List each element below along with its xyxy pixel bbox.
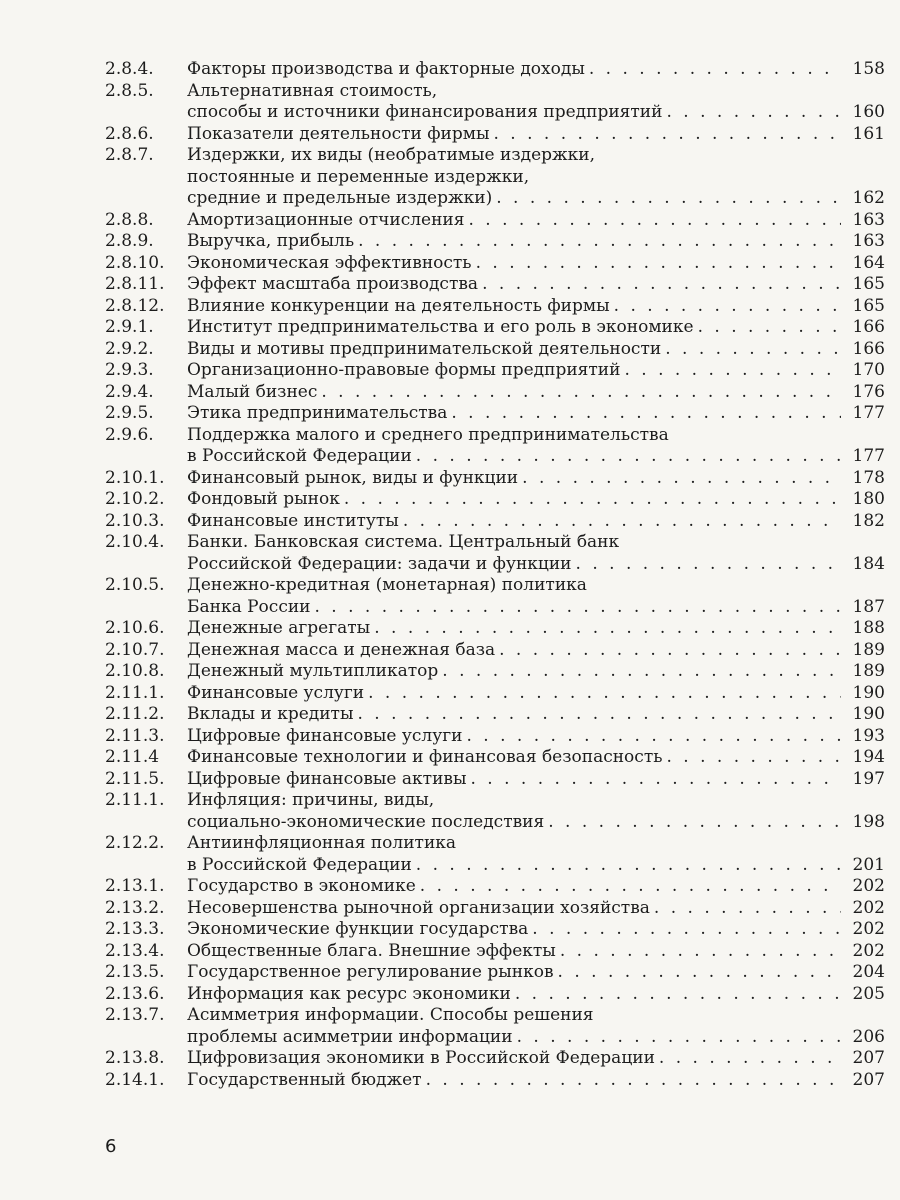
toc-entry-title-line: Денежная масса и денежная база: [187, 639, 496, 660]
toc-entry-page: 165: [852, 295, 885, 316]
dot-leader: [515, 984, 841, 1006]
toc-entry-body: [187, 81, 885, 124]
toc-entry-last-line: [187, 382, 885, 404]
toc-entry-last-line: [187, 210, 885, 232]
dot-leader: [624, 360, 841, 382]
toc-entry-number: 2.9.2.: [105, 338, 154, 359]
toc-entry-last-line: [187, 1027, 885, 1049]
toc-entry-number: 2.13.1.: [105, 876, 165, 896]
dot-leader: [420, 876, 841, 898]
toc-entry-body: [187, 489, 885, 511]
toc-entry-page: 184: [852, 553, 885, 574]
toc-entry: [105, 59, 885, 81]
toc-entry-title-line: Влияние конкуренции на деятельность фирмы: [187, 295, 610, 316]
toc-entry-title-line: Организационно-правовые формы предприятий: [187, 360, 621, 380]
toc-entry-number: 2.10.5.: [105, 575, 165, 595]
toc-entry-title-line: в Российской Федерации: [187, 854, 412, 875]
toc-entry-title-line: постоянные и переменные издержки,: [187, 166, 530, 187]
toc-entry-number: 2.10.8.: [105, 661, 165, 681]
toc-entry-number: 2.10.3.: [105, 510, 165, 531]
toc-entry-last-line: [187, 812, 885, 834]
toc-entry-number: 2.13.5.: [105, 962, 165, 982]
dot-leader: [517, 1027, 841, 1049]
toc-entry-last-line: [187, 919, 885, 941]
toc-entry: [105, 618, 885, 640]
toc-entry-title-line: Финансовые услуги: [187, 682, 365, 703]
toc-entry-number: 2.12.2.: [105, 833, 165, 853]
dot-leader: [522, 468, 841, 490]
toc-entry-title-line: Государственный бюджет: [187, 1069, 422, 1090]
toc-entry-last-line: [187, 640, 885, 662]
dot-leader: [558, 962, 841, 984]
toc-entry-number: 2.9.3.: [105, 360, 154, 380]
toc-entry-page: 189: [852, 639, 885, 660]
toc-entry-title-line: Институт предпринимательства и его роль в экономике: [187, 317, 694, 337]
toc-entry: [105, 941, 885, 963]
toc-entry-title-line: Инфляция: причины, виды,: [187, 790, 435, 810]
toc-entry-title-line: Российской Федерации: задачи и функции: [187, 553, 572, 574]
toc-entry-last-line: [187, 511, 885, 533]
toc-entry-body: [187, 145, 885, 210]
toc-entry-page: 164: [852, 252, 885, 273]
toc-entry-title-line: Антиинфляционная политика: [187, 833, 457, 853]
toc-entry-last-line: [187, 1070, 885, 1092]
toc-entry-body: [187, 511, 885, 533]
toc-entry-body: [187, 575, 885, 618]
toc-entry-page: 188: [852, 618, 885, 638]
toc-entry-number: 2.13.8.: [105, 1048, 165, 1068]
toc-entry-body: [187, 317, 885, 339]
toc-entry-last-line: [187, 296, 885, 318]
toc-entry-body: [187, 1005, 885, 1048]
toc-entry-body: [187, 898, 885, 920]
toc-entry-page: 207: [852, 1048, 885, 1068]
toc-entry-number: 2.9.1.: [105, 317, 154, 337]
toc-entry-page: 163: [852, 209, 885, 230]
toc-entry-page: 161: [852, 123, 885, 144]
toc-entry: [105, 1048, 885, 1070]
toc-entry-last-line: [187, 188, 885, 210]
toc-entry-body: [187, 747, 885, 769]
dot-leader: [659, 1048, 841, 1070]
toc-entry-number: 2.9.6.: [105, 424, 154, 445]
toc-entry: [105, 640, 885, 662]
toc-entry-number: 2.10.7.: [105, 639, 165, 660]
dot-leader: [698, 317, 841, 339]
toc-entry-page: 207: [852, 1069, 885, 1090]
toc-entry-number: 2.8.11.: [105, 274, 165, 294]
dot-leader: [654, 898, 841, 920]
toc-entry-page: 198: [852, 811, 885, 832]
toc-entry-title-line: Банка России: [187, 596, 311, 617]
toc-entry-title-line: Банки. Банковская система. Центральный банк: [187, 532, 620, 552]
toc-entry-number: 2.10.2.: [105, 489, 165, 509]
toc-entry: [105, 382, 885, 404]
toc-entry-page: 163: [852, 231, 885, 251]
toc-entry: [105, 898, 885, 920]
toc-entry-title-line: Издержки, их виды (необратимые издержки,: [187, 145, 596, 165]
toc-entry-title-line: Финансовые институты: [187, 510, 399, 531]
toc-entry-number: 2.8.9.: [105, 231, 154, 251]
toc-entry-body: [187, 683, 885, 705]
toc-entry-page: 187: [852, 596, 885, 617]
toc-entry-last-line: [187, 618, 885, 640]
toc-entry-last-line: [187, 554, 885, 576]
dot-leader: [576, 554, 841, 576]
toc-entry-body: [187, 769, 885, 791]
toc-entry-body: [187, 210, 885, 232]
dot-leader: [499, 640, 841, 662]
dot-leader: [666, 747, 841, 769]
toc-entry-page: 189: [852, 661, 885, 681]
toc-entry-last-line: [187, 59, 885, 81]
toc-entry-page: 180: [852, 489, 885, 509]
toc-entry-page: 166: [852, 338, 885, 359]
toc-entry: [105, 210, 885, 232]
toc-entry-body: [187, 704, 885, 726]
toc-entry: [105, 124, 885, 146]
page-number: 6: [105, 1136, 117, 1157]
toc-entry-body: [187, 124, 885, 146]
toc-entry-body: [187, 941, 885, 963]
toc-entry-title-line: Экономическая эффективность: [187, 252, 472, 273]
toc-entry-number: 2.13.4.: [105, 940, 165, 961]
toc-entry-body: [187, 876, 885, 898]
toc-entry-title-line: Государство в экономике: [187, 876, 416, 896]
dot-leader: [666, 102, 841, 124]
toc-entry-last-line: [187, 941, 885, 963]
toc-entry-last-line: [187, 468, 885, 490]
dot-leader: [466, 726, 841, 748]
toc-entry-title-line: Факторы производства и факторные доходы: [187, 59, 585, 79]
toc-entry-last-line: [187, 747, 885, 769]
toc-entry-number: 2.11.3.: [105, 725, 165, 746]
toc-entry-last-line: [187, 898, 885, 920]
toc-entry-body: [187, 618, 885, 640]
toc-entry: [105, 403, 885, 425]
toc-entry-body: [187, 1048, 885, 1070]
toc-entry-title-line: проблемы асимметрии информации: [187, 1026, 513, 1047]
dot-leader: [532, 919, 841, 941]
toc-entry-title-line: социально-экономические последствия: [187, 811, 545, 832]
toc-entry-page: 193: [852, 725, 885, 746]
toc-entry-number: 2.10.4.: [105, 532, 165, 552]
toc-entry: [105, 360, 885, 382]
toc-entry-title-line: в Российской Федерации: [187, 446, 412, 466]
toc-entry-title-line: Эффект масштаба производства: [187, 274, 479, 294]
toc-entry-page: 182: [852, 510, 885, 531]
toc-entry-number: 2.8.5.: [105, 80, 154, 101]
toc-entry-body: [187, 919, 885, 941]
toc-entry: [105, 339, 885, 361]
toc-entry-page: 177: [852, 403, 885, 423]
toc-entry: [105, 790, 885, 833]
toc-entry-number: 2.13.7.: [105, 1005, 165, 1025]
toc-entry-last-line: [187, 339, 885, 361]
toc-entry-page: 201: [852, 854, 885, 875]
toc-entry-body: [187, 231, 885, 253]
toc-entry-last-line: [187, 231, 885, 253]
toc-entry-page: 162: [852, 188, 885, 208]
toc-entry: [105, 962, 885, 984]
toc-entry-number: 2.9.4.: [105, 381, 154, 402]
toc-entry: [105, 575, 885, 618]
toc-entry-page: 158: [852, 59, 885, 79]
toc-entry-page: 160: [852, 102, 885, 122]
toc-entry: [105, 661, 885, 683]
dot-leader: [358, 231, 841, 253]
toc-entry-title-line: средние и предельные издержки): [187, 188, 493, 208]
toc-entry-body: [187, 833, 885, 876]
toc-entry-title-line: Финансовый рынок, виды и функции: [187, 467, 519, 488]
toc-entry: [105, 704, 885, 726]
toc-entry-last-line: [187, 769, 885, 791]
toc-entry-title-line: Денежный мультипликатор: [187, 661, 439, 681]
toc-entry-body: [187, 59, 885, 81]
toc-entry-title-line: Общественные блага. Внешние эффекты: [187, 940, 556, 961]
toc-entry-last-line: [187, 317, 885, 339]
toc-entry-title-line: Денежные агрегаты: [187, 618, 371, 638]
toc-entry-number: 2.14.1.: [105, 1069, 165, 1090]
toc-entry-page: 197: [852, 768, 885, 789]
toc-entry-title-line: Показатели деятельности фирмы: [187, 123, 490, 144]
toc-entry-number: 2.8.6.: [105, 123, 154, 144]
dot-leader: [614, 296, 841, 318]
dot-leader: [374, 618, 841, 640]
toc-entry-number: 2.10.6.: [105, 618, 165, 638]
dot-leader: [321, 382, 841, 404]
toc-entry-body: [187, 274, 885, 296]
toc-entry-number: 2.13.3.: [105, 919, 165, 939]
toc-entry: [105, 253, 885, 275]
dot-leader: [482, 274, 841, 296]
toc-entry-body: [187, 726, 885, 748]
dot-leader: [442, 661, 841, 683]
toc-entry: [105, 489, 885, 511]
toc-entry-title-line: Виды и мотивы предпринимательской деятельности: [187, 338, 662, 359]
dot-leader: [560, 941, 841, 963]
toc-entry-body: [187, 360, 885, 382]
toc-entry: [105, 511, 885, 533]
toc-entry-body: [187, 532, 885, 575]
toc-entry-last-line: [187, 683, 885, 705]
toc-entry-number: 2.8.10.: [105, 252, 165, 273]
toc-entry-last-line: [187, 102, 885, 124]
toc-entry-title-line: Амортизационные отчисления: [187, 209, 465, 230]
toc-entry-title-line: Малый бизнес: [187, 381, 318, 402]
toc-entry: [105, 231, 885, 253]
toc-entry-page: 178: [852, 467, 885, 488]
toc-entry-number: 2.13.2.: [105, 897, 165, 918]
toc-entry-title-line: Информация как ресурс экономики: [187, 983, 511, 1004]
toc-entry: [105, 984, 885, 1006]
toc-entry-title-line: Денежно-кредитная (монетарная) политика: [187, 575, 587, 595]
toc-entry-body: [187, 296, 885, 318]
toc-entry-title-line: Экономические функции государства: [187, 919, 529, 939]
toc-entry-page: 202: [852, 919, 885, 939]
toc-entry-page: 202: [852, 897, 885, 918]
toc-entry-number: 2.11.1.: [105, 790, 165, 810]
dot-leader: [548, 812, 841, 834]
toc-entry-body: [187, 962, 885, 984]
toc-entry-title-line: Цифровизация экономики в Российской Федерации: [187, 1048, 655, 1068]
toc-entry-body: [187, 661, 885, 683]
toc-entry-number: 2.8.8.: [105, 209, 154, 230]
toc-entry-last-line: [187, 274, 885, 296]
toc-entry: [105, 532, 885, 575]
toc-entry-last-line: [187, 855, 885, 877]
toc-entry-title-line: Несовершенства рыночной организации хозяйства: [187, 897, 650, 918]
toc-entry-page: 190: [852, 682, 885, 703]
toc-entry-body: [187, 253, 885, 275]
dot-leader: [416, 855, 841, 877]
dot-leader: [344, 489, 841, 511]
toc-entry-last-line: [187, 446, 885, 468]
toc-entry-title-line: Фондовый рынок: [187, 489, 340, 509]
toc-entry-last-line: [187, 597, 885, 619]
dot-leader: [416, 446, 841, 468]
toc-entry-page: 177: [852, 446, 885, 466]
toc-entry: [105, 683, 885, 705]
dot-leader: [315, 597, 842, 619]
toc-entry-number: 2.11.1.: [105, 682, 165, 703]
toc-entry-page: 202: [852, 940, 885, 961]
toc-entry-last-line: [187, 726, 885, 748]
toc-entry-title-line: Государственное регулирование рынков: [187, 962, 554, 982]
toc-entry: [105, 145, 885, 210]
toc-entry-body: [187, 984, 885, 1006]
toc-entry-last-line: [187, 489, 885, 511]
toc-entry-body: [187, 640, 885, 662]
toc-entry: [105, 876, 885, 898]
toc-entry: [105, 1070, 885, 1092]
toc-entry-title-line: Асимметрия информации. Способы решения: [187, 1005, 594, 1025]
toc-entry-body: [187, 339, 885, 361]
toc-entry-page: 204: [852, 962, 885, 982]
toc-entry-page: 176: [852, 381, 885, 402]
dot-leader: [471, 769, 842, 791]
toc-entry-title-line: Цифровые финансовые активы: [187, 768, 467, 789]
toc-entry-title-line: Альтернативная стоимость,: [187, 80, 438, 101]
toc-entry: [105, 747, 885, 769]
toc-entry: [105, 769, 885, 791]
toc-entry-number: 2.11.2.: [105, 704, 165, 724]
dot-leader: [403, 511, 841, 533]
toc-entry: [105, 274, 885, 296]
dot-leader: [469, 210, 842, 232]
toc-entry-last-line: [187, 704, 885, 726]
dot-leader: [496, 188, 841, 210]
dot-leader: [368, 683, 841, 705]
toc-entry-page: 190: [852, 704, 885, 724]
toc-entry-last-line: [187, 360, 885, 382]
toc-entry: [105, 425, 885, 468]
toc-entry-number: 2.8.7.: [105, 145, 154, 165]
toc-entry-page: 202: [852, 876, 885, 896]
toc-entry-number: 2.11.4: [105, 747, 160, 767]
toc-entry-title-line: способы и источники финансирования предприятий: [187, 102, 663, 122]
toc-entry-page: 166: [852, 317, 885, 337]
toc-entry-last-line: [187, 984, 885, 1006]
toc-entry-last-line: [187, 124, 885, 146]
toc-entry-number: 2.11.5.: [105, 768, 165, 789]
toc-entry-body: [187, 382, 885, 404]
toc-entry-page: 194: [852, 747, 885, 767]
toc-entry-last-line: [187, 876, 885, 898]
toc-entry-number: 2.9.5.: [105, 403, 154, 423]
toc-entry-title-line: Поддержка малого и среднего предпринимательства: [187, 424, 669, 445]
toc-entry-body: [187, 790, 885, 833]
toc-entry: [105, 468, 885, 490]
toc-entry: [105, 296, 885, 318]
dot-leader: [358, 704, 842, 726]
table-of-contents: [105, 59, 885, 1091]
toc-entry: [105, 81, 885, 124]
toc-entry: [105, 317, 885, 339]
dot-leader: [665, 339, 841, 361]
toc-entry-page: 170: [852, 360, 885, 380]
toc-entry-title-line: Финансовые технологии и финансовая безопасность: [187, 747, 663, 767]
toc-entry-number: 2.8.4.: [105, 59, 154, 79]
toc-entry-last-line: [187, 661, 885, 683]
toc-entry-page: 206: [852, 1026, 885, 1047]
toc-entry: [105, 833, 885, 876]
toc-entry-number: 2.10.1.: [105, 467, 165, 488]
toc-entry-title-line: Этика предпринимательства: [187, 403, 448, 423]
toc-entry-title-line: Выручка, прибыль: [187, 231, 355, 251]
toc-entry-body: [187, 468, 885, 490]
toc-entry-page: 205: [852, 983, 885, 1004]
dot-leader: [476, 253, 841, 275]
toc-entry-body: [187, 1070, 885, 1092]
toc-entry-body: [187, 425, 885, 468]
toc-entry: [105, 919, 885, 941]
toc-entry: [105, 1005, 885, 1048]
toc-entry-body: [187, 403, 885, 425]
toc-entry-page: 165: [852, 274, 885, 294]
toc-entry-last-line: [187, 403, 885, 425]
toc-entry-title-line: Цифровые финансовые услуги: [187, 725, 463, 746]
toc-entry: [105, 726, 885, 748]
toc-entry-last-line: [187, 962, 885, 984]
toc-entry-last-line: [187, 253, 885, 275]
dot-leader: [451, 403, 841, 425]
toc-entry-number: 2.13.6.: [105, 983, 165, 1004]
dot-leader: [426, 1070, 841, 1092]
toc-entry-title-line: Вклады и кредиты: [187, 704, 354, 724]
toc-entry-last-line: [187, 1048, 885, 1070]
dot-leader: [494, 124, 842, 146]
toc-entry-number: 2.8.12.: [105, 295, 165, 316]
dot-leader: [589, 59, 841, 81]
